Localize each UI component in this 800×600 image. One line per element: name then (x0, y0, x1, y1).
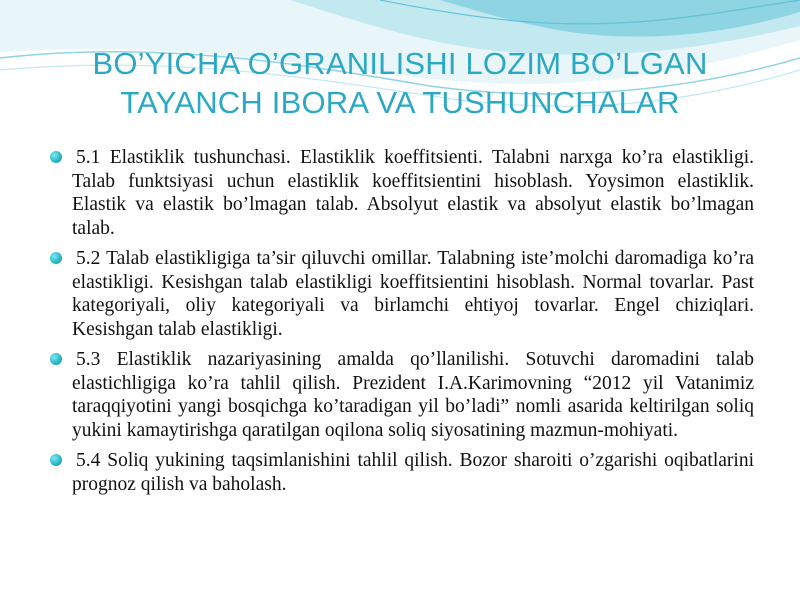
bullet-list (50, 146, 754, 503)
bullet-item-text: 5.3 Elastiklik nazariyasining amalda qo’llanilishi. Sotuvchi daromadini talab elastichligiga ko’ra tahlil qilish. Prezident I.A.Karimovning “2012 yil Vatanimiz taraqqiyotini yangi bosqichga ko’taradigan yil bo’ladi” nomli asarida keltirilgan soliq yukini kamaytirishga qaratilgan oqilona soliq siyosatining mazmun-mohiyati. (72, 349, 754, 441)
bullet-item-text: 5.2 Talab elastikligiga ta’sir qiluvchi omillar. Talabning iste’molchi daromadiga ko’ra elastikligi. Kesishgan talab elastikligi koeffitsientini hisoblash. Normal tovarlar. Past kategoriyali, oliy kategoriyali va birlamchi ehtiyoj tovarlar. Engel chiziqlari. Kesishgan talab elastikligi. (72, 248, 754, 340)
round-teal-bullet-icon (50, 454, 62, 466)
slide-title-line-2: TAYANCH IBORA VA TUSHUNCHALAR (120, 85, 680, 120)
slide-title (20, 44, 780, 122)
round-teal-bullet-icon (50, 252, 62, 264)
bullet-item (50, 247, 754, 341)
round-teal-bullet-icon (50, 151, 62, 163)
bullet-item (50, 449, 754, 496)
bullet-item (50, 146, 754, 240)
bullet-item-text: 5.4 Soliq yukining taqsimlanishini tahlil qilish. Bozor sharoiti o’zgarishi oqibatlarini prognoz qilish va baholash. (72, 450, 754, 495)
bullet-item-text: 5.1 Elastiklik tushunchasi. Elastiklik koeffitsienti. Talabni narxga ko’ra elastikligi. Talab funktsiyasi uchun elastiklik koeffitsientini hisoblash. Yoysimon elastiklik. Elastik va elastik bo’lmagan talab. Absolyut elastik va absolyut elastik bo’lmagan talab. (72, 147, 754, 239)
round-teal-bullet-icon (50, 353, 62, 365)
slide-title-line-1: BO’YICHA O’GRANILISHI LOZIM BO’LGAN (92, 46, 708, 81)
bullet-item (50, 348, 754, 442)
